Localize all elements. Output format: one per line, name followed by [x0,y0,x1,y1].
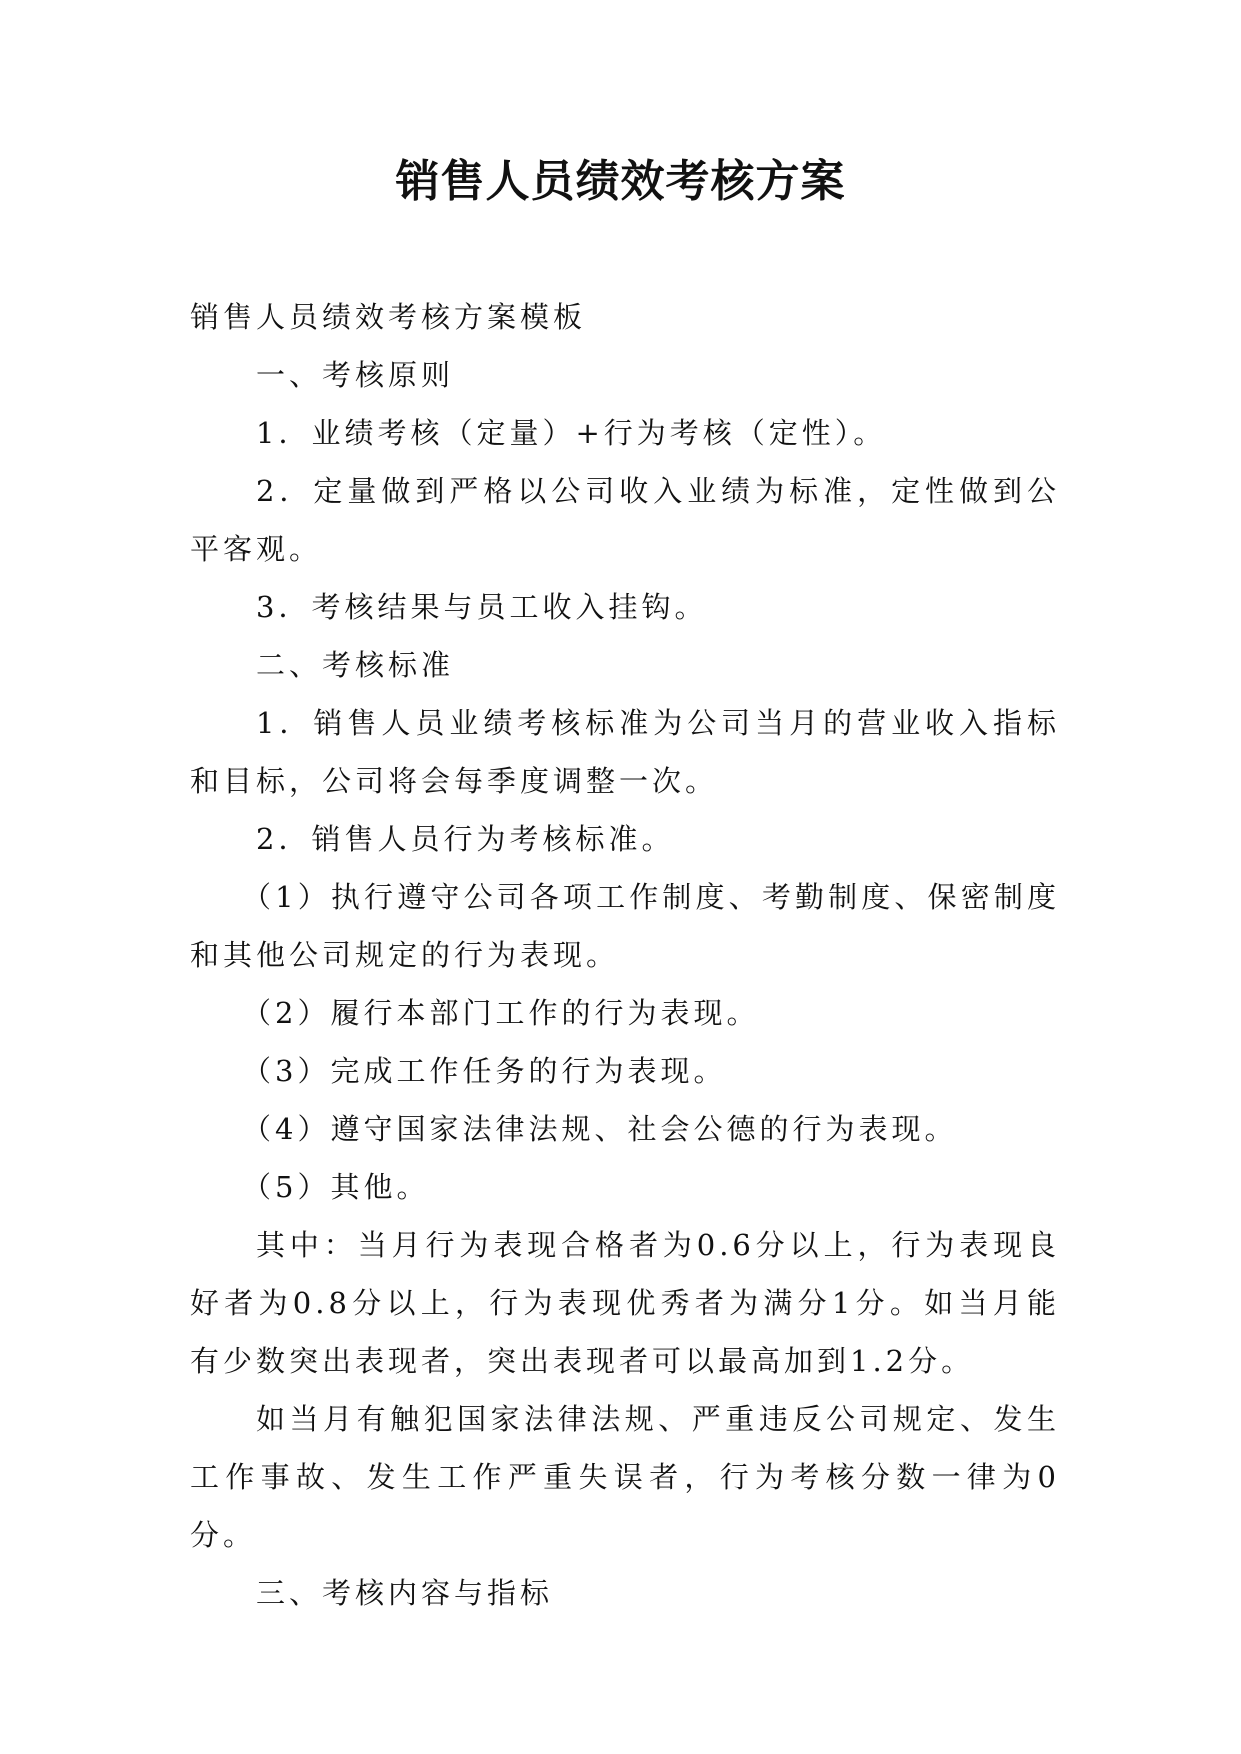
section-heading-standards: 二、考核标准 [256,648,455,682]
standard-item-2: 2．销售人员行为考核标准。 [256,822,675,856]
paragraph-template-name: 销售人员绩效考核方案模板 [190,300,587,334]
document-title: 销售人员绩效考核方案 [395,156,846,207]
behavior-item-5: （5）其他。 [242,1170,430,1204]
document-body [190,288,1060,1622]
scoring-paragraph: 其中：当月行为表现合格者为0.6分以上，行为表现良好者为0.8分以上，行为表现优秀者为满分1分。如当月能有少数突出表现者，突出表现者可以最高加到1.2分。 [190,1228,1060,1378]
standard-item-1: 1．销售人员业绩考核标准为公司当月的营业收入指标和目标，公司将会每季度调整一次。 [190,706,1060,798]
behavior-item-1: （1）执行遵守公司各项工作制度、考勤制度、保密制度和其他公司规定的行为表现。 [190,880,1060,972]
section-heading-content-indicators: 三、考核内容与指标 [256,1576,554,1610]
principle-item-3: 3．考核结果与员工收入挂钩。 [256,590,708,624]
behavior-item-3: （3）完成工作任务的行为表现。 [242,1054,727,1088]
behavior-item-4: （4）遵守国家法律法规、社会公德的行为表现。 [242,1112,958,1146]
penalty-paragraph: 如当月有触犯国家法律法规、严重违反公司规定、发生工作事故、发生工作严重失误者，行为考核分数一律为0分。 [190,1402,1060,1552]
principle-item-2: 2．定量做到严格以公司收入业绩为标准，定性做到公平客观。 [190,474,1060,566]
principle-item-1: 1．业绩考核（定量）+行为考核（定性）。 [256,416,887,450]
behavior-item-2: （2）履行本部门工作的行为表现。 [242,996,760,1030]
section-heading-principles: 一、考核原则 [256,358,455,392]
